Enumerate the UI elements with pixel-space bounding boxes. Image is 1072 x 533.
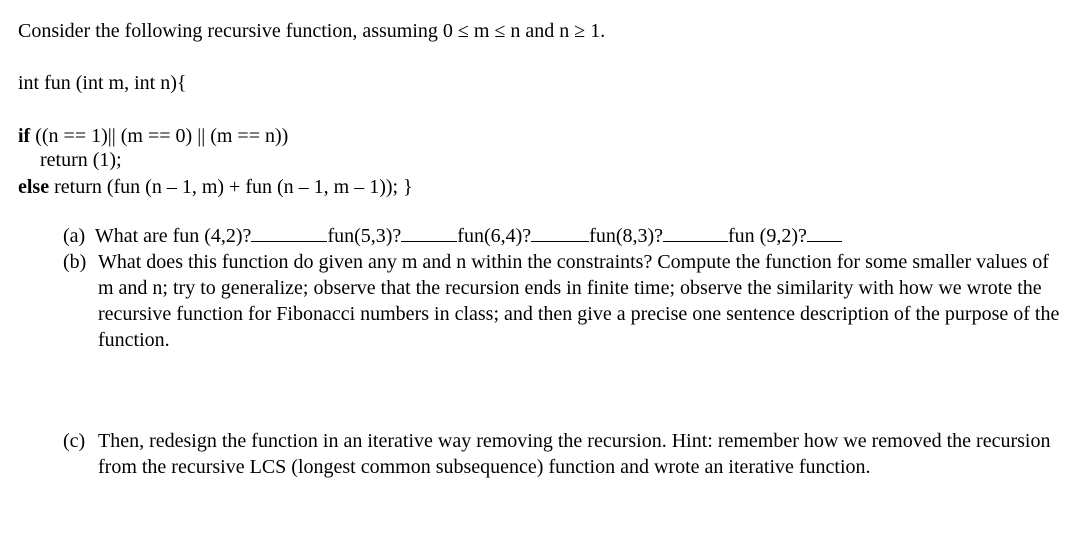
- answer-blank-fun-5-3[interactable]: [401, 224, 457, 242]
- else-keyword: else: [18, 176, 50, 198]
- question-a-part5: fun (9,2)?: [728, 225, 807, 247]
- if-keyword: if: [18, 125, 31, 147]
- question-a-part2: fun(5,3)?: [327, 225, 402, 247]
- question-c-label: (c): [63, 430, 86, 452]
- else-body: return (fun (n – 1, m) + fun (n – 1, m – 1)); }: [49, 176, 413, 198]
- question-b: [63, 249, 1068, 353]
- code-if-line: [18, 124, 288, 148]
- question-a-part1: What are fun (4,2)?: [94, 225, 252, 247]
- question-c-text: Then, redesign the function in an iterative way removing the recursion. Hint: remember how we removed the recursion from the recursive LCS (longest common subsequence) function and wrote an iterative function.: [98, 430, 1051, 478]
- question-a-part4: fun(8,3)?: [589, 225, 664, 247]
- code-signature: int fun (int m, int n){: [18, 72, 187, 94]
- intro-text: Consider the following recursive function, assuming 0 ≤ m ≤ n and n ≥ 1.: [18, 20, 606, 42]
- answer-blank-fun-8-3[interactable]: [663, 224, 728, 242]
- question-b-text: What does this function do given any m and n within the constraints? Compute the function for some smaller values of m and n; try to generalize; observe that the recursion ends in finite time; observe the similarity with how we wrote the recursive function for Fibonacci numbers in class; and then give a precise one sentence description of the purpose of the function.: [98, 251, 1060, 351]
- question-b-label: (b): [63, 251, 87, 273]
- code-else-line: [18, 175, 413, 199]
- code-return-line: return (1);: [40, 149, 122, 171]
- answer-blank-fun-9-2[interactable]: [807, 224, 842, 242]
- question-a-part3: fun(6,4)?: [457, 225, 532, 247]
- answer-blank-fun-6-4[interactable]: [531, 224, 589, 242]
- question-a-label: (a): [63, 225, 86, 247]
- answer-blank-fun-4-2[interactable]: [251, 224, 327, 242]
- question-a: [63, 223, 842, 249]
- if-condition: ((n == 1)|| (m == 0) || (m == n)): [30, 125, 289, 147]
- question-c: [63, 428, 1068, 480]
